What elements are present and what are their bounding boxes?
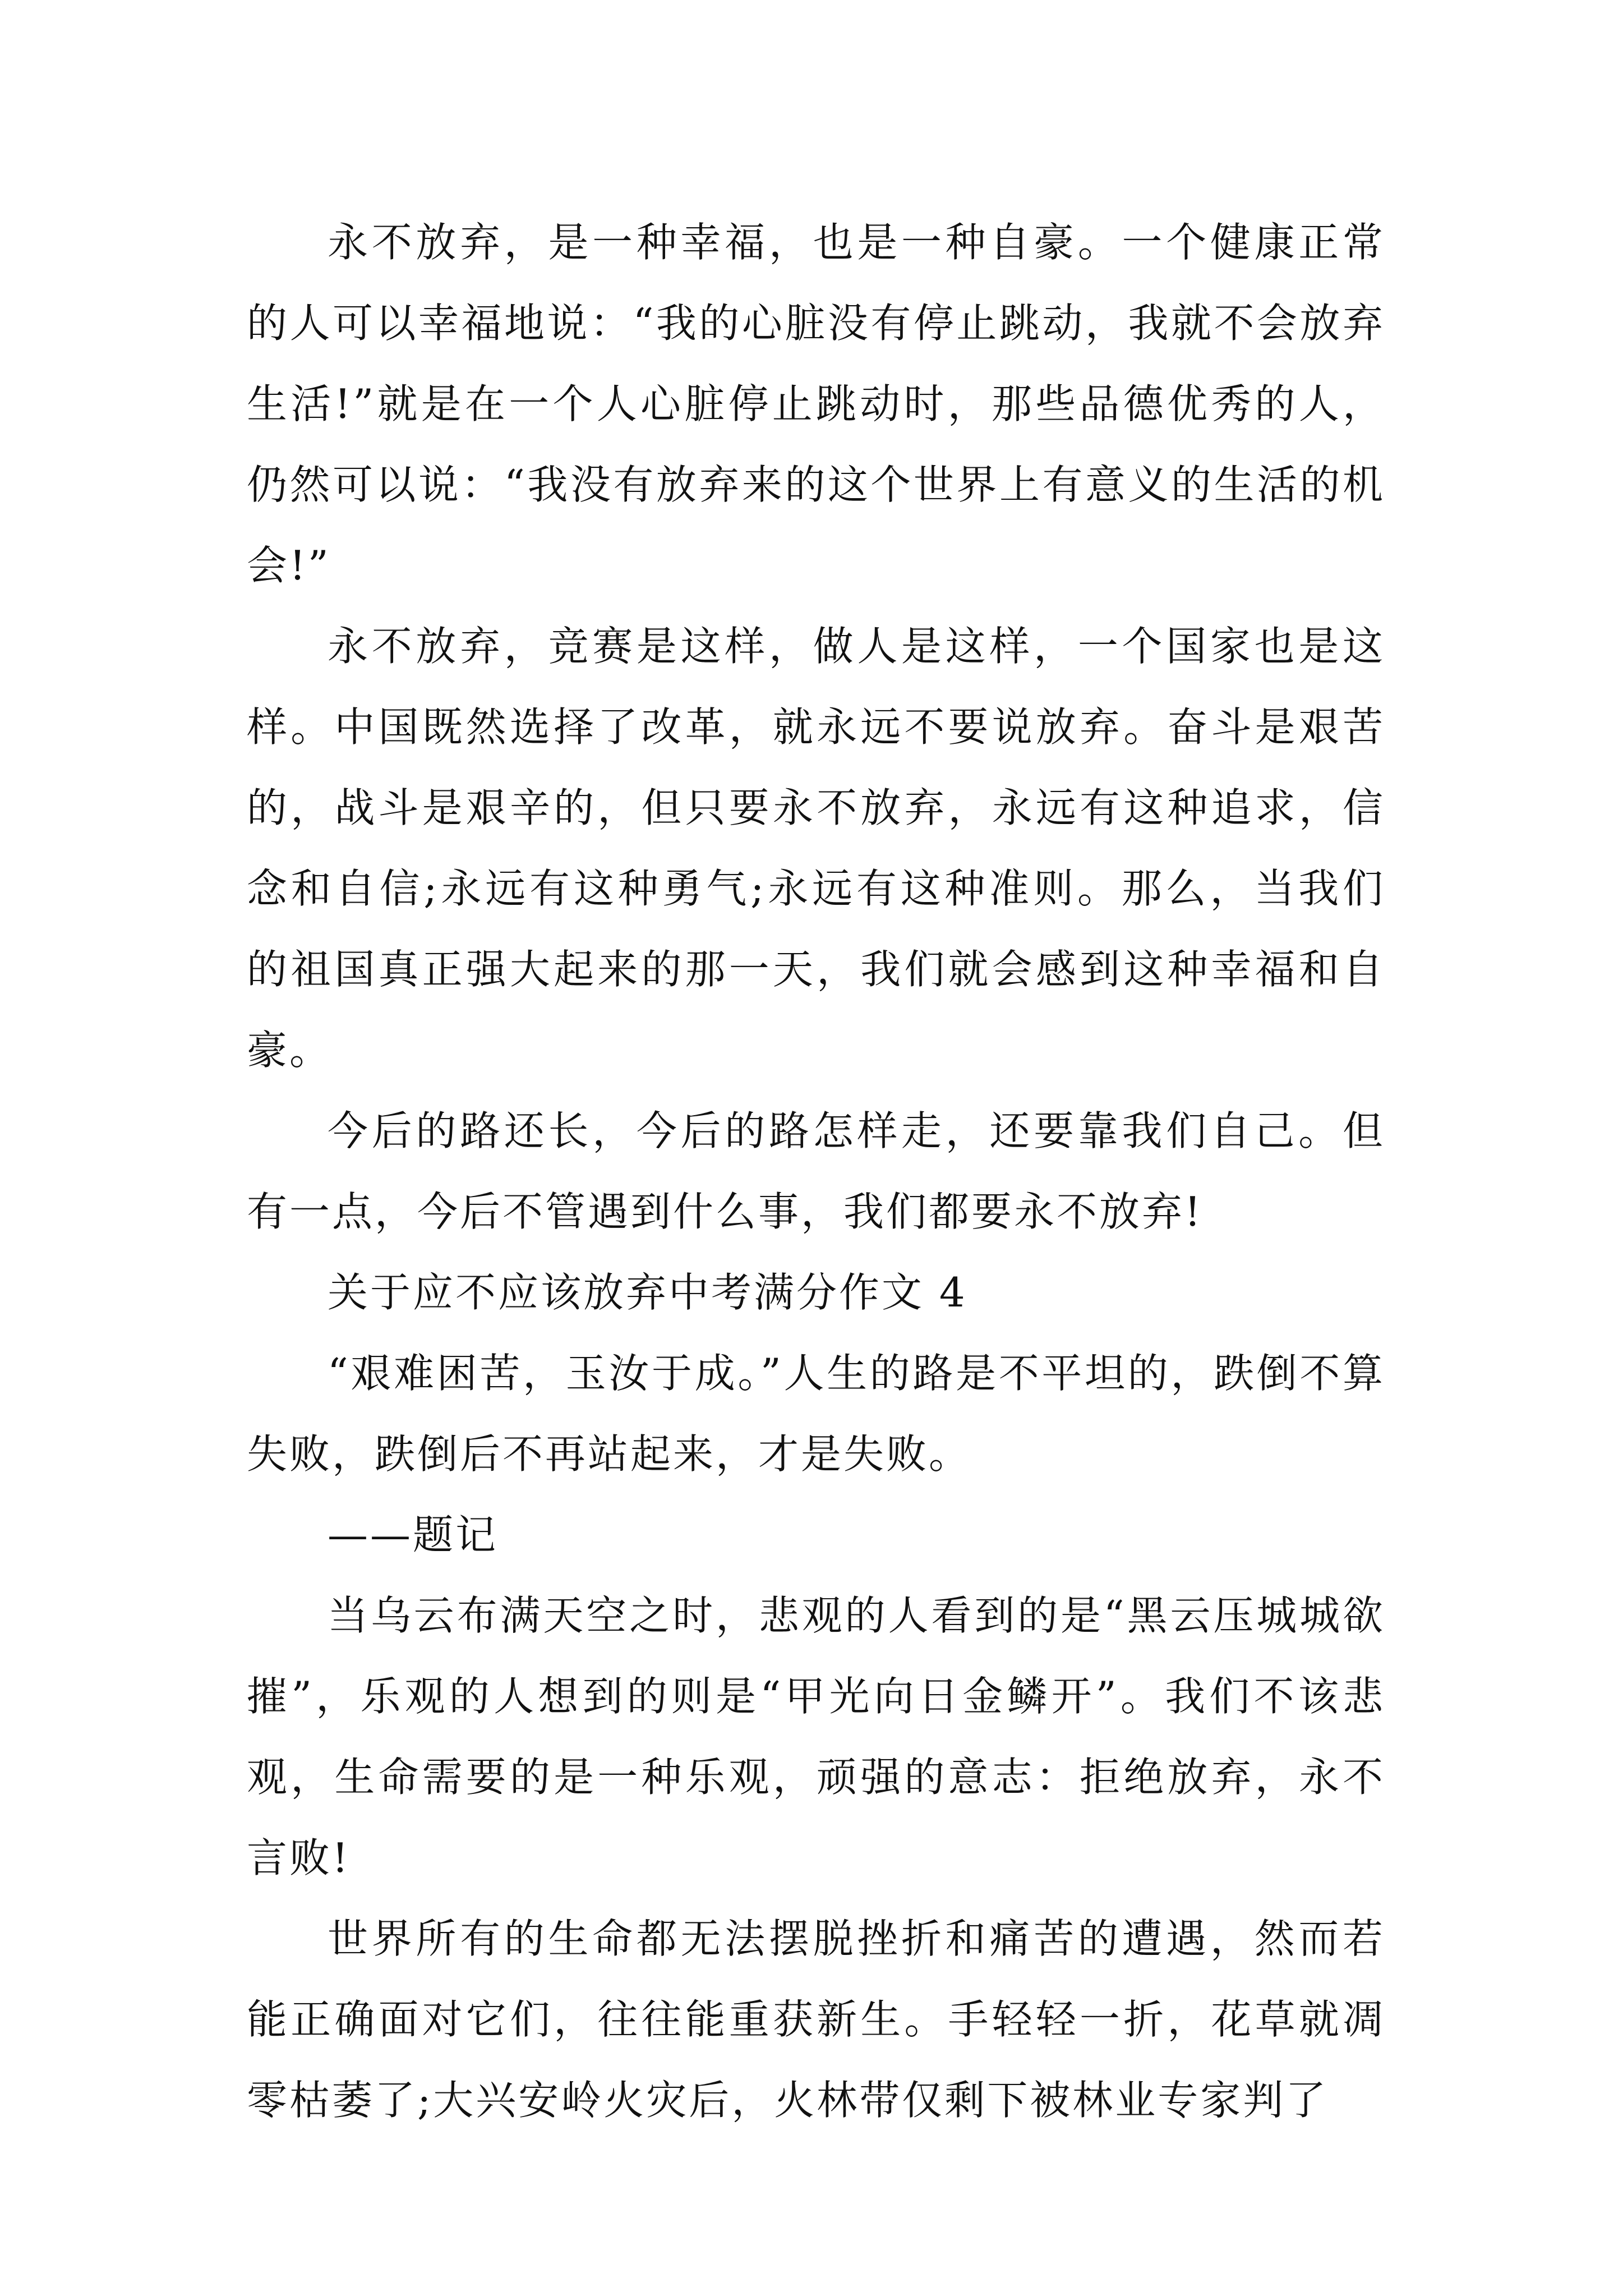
paragraph: 永不放弃，竞赛是这样，做人是这样，一个国家也是这样。中国既然选择了改革，就永远不要说放弃。奋斗是艰苦的，战斗是艰辛的，但只要永不放弃，永远有这种追求，信念和自信;永远有这种勇气;永远有这种准则。那么，当我们的祖国真正强大起来的那一天，我们就会感到这种幸福和自豪。 [247, 623, 1385, 1074]
paragraph: 世界所有的生命都无法摆脱挫折和痛苦的遭遇，然而若能正确面对它们，往往能重获新生。手轻轻一折，花草就凋零枯萎了;大兴安岭火灾后，火林带仅剩下被林业专家判了 [247, 1915, 1385, 2124]
epigraph-source: ——题记 [328, 1511, 499, 1558]
epigraph: “艰难困苦，玉汝于成。”人生的路是不平坦的，跌倒不算失败，跌倒后不再站起来，才是失败。 [247, 1350, 1385, 1478]
paragraph: 永不放弃，是一种幸福，也是一种自豪。一个健康正常的人可以幸福地说：“我的心脏没有停止跳动，我就不会放弃生活!”就是在一个人心脏停止跳动时，那些品德优秀的人，仍然可以说：“我没有放弃来的这个世界上有意义的生活的机会!” [247, 219, 1385, 589]
paragraph: 当乌云布满天空之时，悲观的人看到的是“黑云压城城欲摧”，乐观的人想到的则是“甲光向日金鳞开”。我们不该悲观，生命需要的是一种乐观，顽强的意志：拒绝放弃，永不言败! [247, 1592, 1385, 1881]
document-body [247, 202, 1385, 2141]
section-title: 关于应不应该放弃中考满分作文 4 [328, 1269, 967, 1316]
paragraph: 今后的路还长，今后的路怎样走，还要靠我们自己。但有一点，今后不管遇到什么事，我们都要永不放弃! [247, 1107, 1385, 1235]
